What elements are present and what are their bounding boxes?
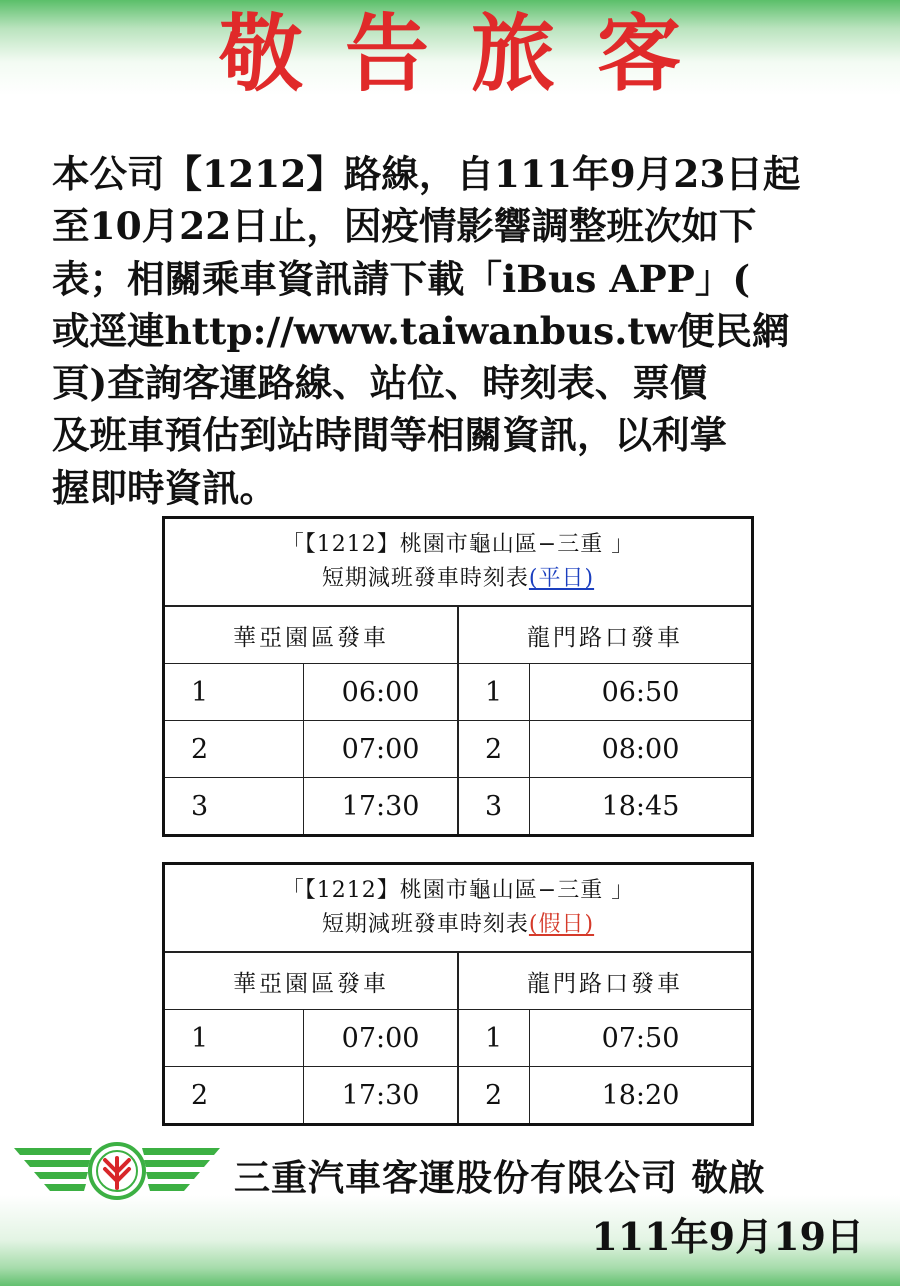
direction-b-header: 龍門路口發車 <box>458 952 753 1010</box>
notice-line: 握即時資訊。 <box>52 465 277 510</box>
notice-line: 本公司【1212】路線，自111年9月23日起 <box>52 152 801 196</box>
trip-number: 1 <box>458 664 530 721</box>
trip-number: 2 <box>458 1067 530 1125</box>
trip-number: 1 <box>458 1010 530 1067</box>
departure-time: 06:50 <box>529 664 752 721</box>
table-header-row <box>164 864 753 953</box>
table-row <box>164 778 753 836</box>
page-title: 敬告旅客 <box>218 4 723 103</box>
notice-line: 表；相關乘車資訊請下載「iBus APP」( <box>52 256 751 301</box>
weekday-schedule-table <box>162 516 754 837</box>
notice-line: 及班車預估到站時間等相關資訊，以利掌 <box>52 413 727 458</box>
departure-time: 18:20 <box>529 1067 752 1125</box>
trip-number: 1 <box>164 1010 304 1067</box>
direction-a-header: 華亞園區發車 <box>164 606 458 664</box>
route-line: 「【1212】桃園市龜山區−三重 」 <box>281 532 635 557</box>
departure-time: 07:50 <box>529 1010 752 1067</box>
table-row <box>164 664 753 721</box>
schedule-title <box>165 562 751 596</box>
day-type-label: (假日) <box>528 912 595 937</box>
departure-time: 17:30 <box>304 1067 458 1125</box>
direction-b-header: 龍門路口發車 <box>458 606 753 664</box>
trip-number: 1 <box>164 664 304 721</box>
departure-time: 18:45 <box>529 778 752 836</box>
holiday-schedule-table <box>162 862 754 1126</box>
notice-body <box>52 148 864 514</box>
day-type-label: (平日) <box>528 566 595 591</box>
company-signature: 三重汽車客運股份有限公司 敬啟 <box>234 1157 766 1199</box>
route-line: 「【1212】桃園市龜山區−三重 」 <box>281 878 635 903</box>
table-row <box>164 1010 753 1067</box>
notice-date: 111年9月19日 <box>591 1214 864 1259</box>
departure-time: 17:30 <box>304 778 458 836</box>
direction-row <box>164 952 753 1010</box>
schedule-prefix: 短期減班發車時刻表 <box>321 912 529 937</box>
table-title <box>164 518 753 607</box>
departure-time: 07:00 <box>304 1010 458 1067</box>
table-header-row <box>164 518 753 607</box>
trip-number: 2 <box>164 721 304 778</box>
notice-line: 頁)查詢客運路線、站位、時刻表、票價 <box>52 361 708 406</box>
schedule-prefix: 短期減班發車時刻表 <box>321 566 529 591</box>
trip-number: 3 <box>164 778 304 836</box>
table-row <box>164 1067 753 1125</box>
table-title <box>164 864 753 953</box>
notice-line: 或逕連http://www.taiwanbus.tw便民網 <box>52 308 790 353</box>
departure-time: 06:00 <box>304 664 458 721</box>
notice-line: 至10月22日止，因疫情影響調整班次如下 <box>52 204 757 249</box>
departure-time: 08:00 <box>529 721 752 778</box>
trip-number: 3 <box>458 778 530 836</box>
trip-number: 2 <box>164 1067 304 1125</box>
company-logo-icon <box>14 1138 220 1208</box>
table-row <box>164 721 753 778</box>
schedule-title <box>165 908 751 942</box>
direction-a-header: 華亞園區發車 <box>164 952 458 1010</box>
departure-time: 07:00 <box>304 721 458 778</box>
trip-number: 2 <box>458 721 530 778</box>
direction-row <box>164 606 753 664</box>
